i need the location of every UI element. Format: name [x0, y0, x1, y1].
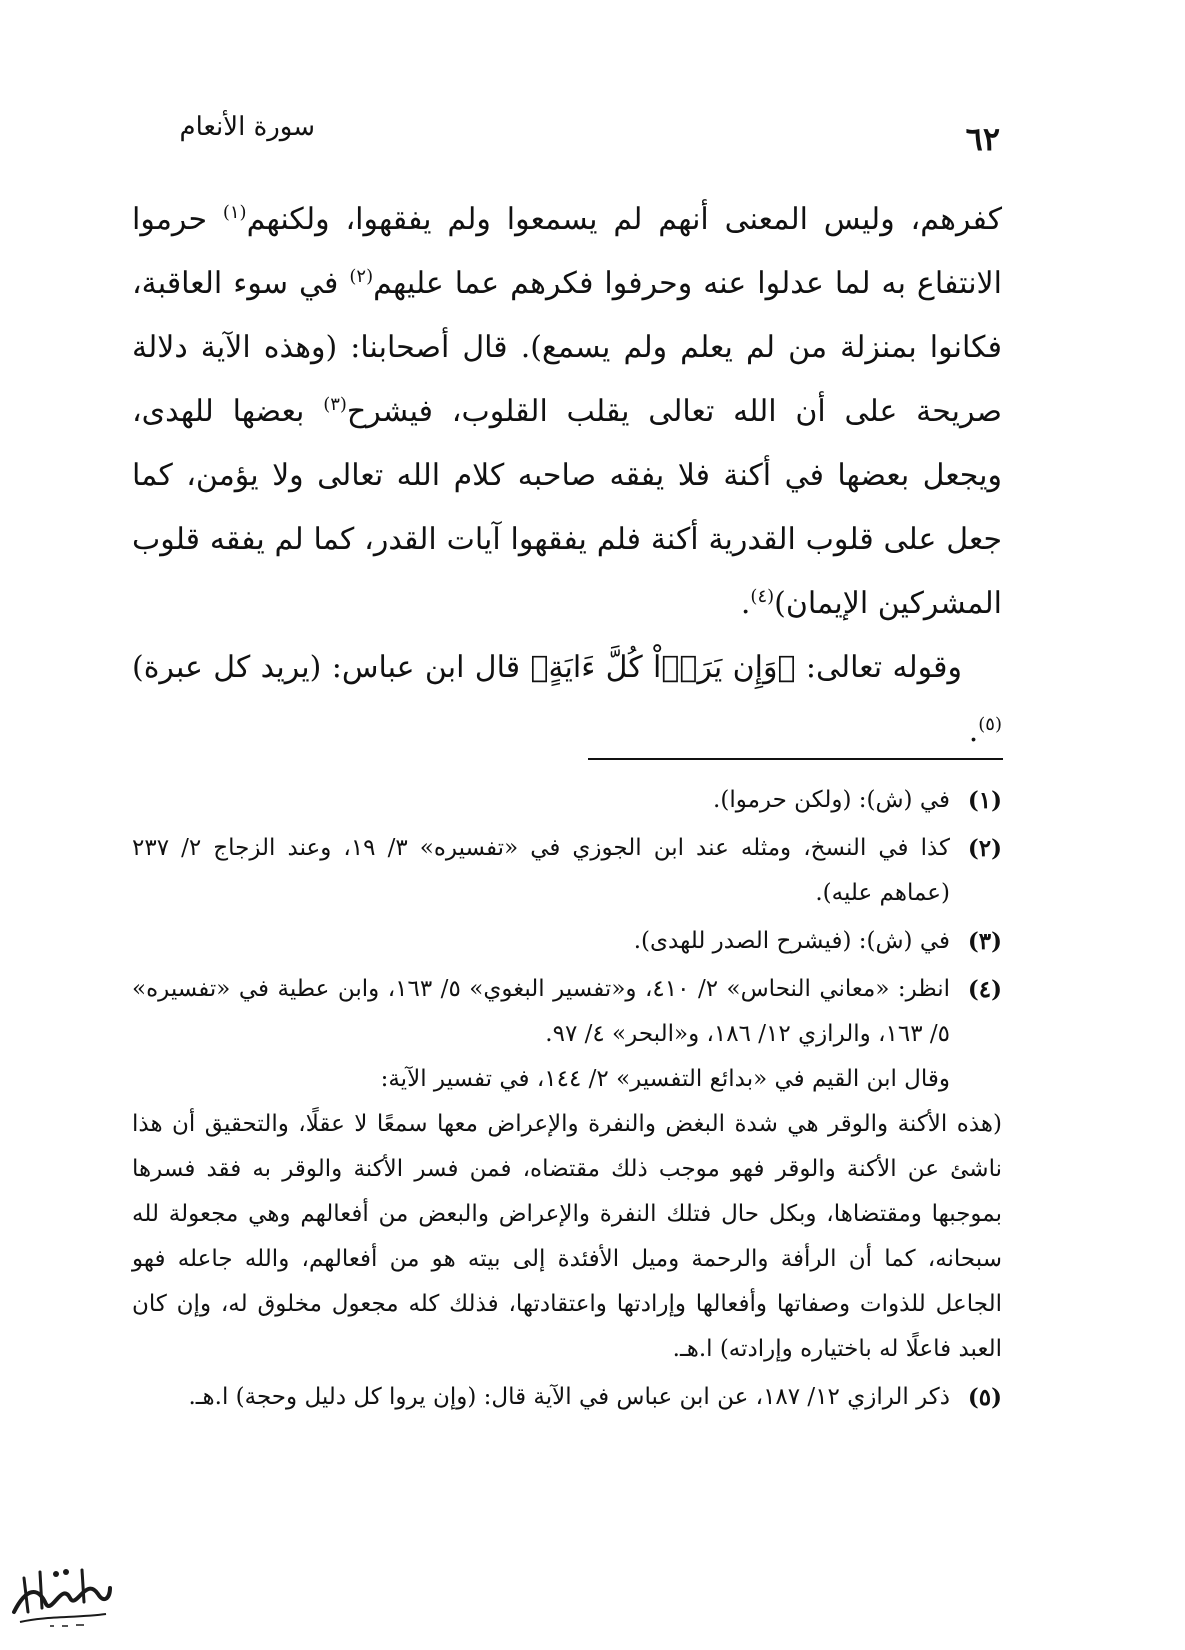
footnote-text: في (ش): (ولكن حرموا).: [713, 787, 950, 813]
footnote-quotation: (هذه الأكنة والوقر هي شدة البغض والنفرة والإعراض معها سمعًا لا عقلًا، والتحقيق أن هذا ناشئ عن الأكنة والوقر فهو موجب ذلك مقتضاه، فمن فسر الأكنة والوقر به فقد فسرها بموجبها ومقتضاها، وبكل حال فتلك النفرة والإعراض والبعض من أفعالهم وهي مجعولة لله سبحانه، كما أن الرأفة والرحمة وميل الأفئدة إلى بيته هو من أفعالهم، والله جاعله فهو الجاعل للذوات وصفاتها وأفعالها وإرادتها واعتقادتها، فذلك كله مجعول مخلوق له، وإن كان العبد فاعلًا له باختياره وإرادته) ا.هـ.: [132, 1111, 1002, 1362]
footnote-text: وقال ابن القيم في «بدائع التفسير» ٢/ ١٤٤، في تفسير الآية:: [380, 1066, 950, 1092]
paragraph-2-text-1: وقوله تعالى:: [795, 650, 963, 685]
footnote-5: [132, 1375, 1002, 1420]
calligraphy-logo-drawing: [6, 1558, 114, 1632]
paragraph-1-text-5: .: [740, 586, 751, 621]
footnote-text: في (ش): (فيشرح الصدر للهدى).: [633, 928, 950, 954]
paragraph-1-text-2: حرموا الانتفاع به لما عدلوا عنه وحرفوا فكرهم عما عليهم: [132, 202, 1002, 301]
footnote-text: كذا في النسخ، ومثله عند ابن الجوزي في «تفسيره» ٣/ ١٩، وعند الزجاج ٢/ ٢٣٧ (عماهم عليه).: [132, 835, 951, 906]
footnote-ref-1: (١): [222, 202, 247, 223]
footnotes: [132, 778, 1002, 1423]
paragraph-2-text-2: قال ابن عباس: (يريد كل عبرة): [132, 650, 531, 685]
footnote-4: [132, 967, 1002, 1372]
footnote-1: [132, 778, 1002, 823]
footnote-ref-3: (٣): [323, 394, 347, 415]
footnote-number: (٥): [967, 1384, 1002, 1411]
calligraphy-logo-icon: [6, 1558, 114, 1632]
footnote-number: (٤): [967, 976, 1002, 1003]
footnote-ref-4: (٤): [750, 586, 775, 607]
footnote-ref-5: (٥): [978, 714, 1002, 735]
footnote-number: (١): [967, 787, 1002, 814]
footnote-ref-2: (٢): [349, 266, 374, 287]
paragraph-2-text-3: .: [968, 714, 979, 749]
paragraph-2: [132, 636, 1002, 764]
paragraph-1-text-4: بعضها للهدى، ويجعل بعضها في أكنة فلا يفقه صاحبه كلام الله تعالى ولا يؤمن، كما جعل على قلوب القدرية أكنة فلم يفقهوا آيات القدر، كما لم يفقه قلوب المشركين الإيمان): [132, 394, 1002, 621]
main-text: [132, 188, 1002, 764]
paragraph-1-text-1: كفرهم، وليس المعنى أنهم لم يسمعوا ولم يفقهوا، ولكنهم: [246, 202, 1002, 237]
footnote-text: انظر: «معاني النحاس» ٢/ ٤١٠، و«تفسير البغوي» ٥/ ١٦٣، وابن عطية في «تفسيره» ٥/ ١٦٣، والرازي ١٢/ ١٨٦، و«البحر» ٤/ ٩٧.: [132, 976, 950, 1047]
paragraph-1-text-3: في سوء العاقبة، فكانوا بمنزلة من لم يعلم ولم يسمع). قال أصحابنا: (وهذه الآية دلالة صريحة على أن الله تعالى يقلب القلوب، فيشرح: [132, 266, 1002, 429]
quran-verse: ﴿وَإِن يَرَوۡاْ كُلَّ ءَايَةٍ﴾: [530, 650, 796, 685]
page-number: ٦٢: [965, 120, 1000, 158]
footnote-2: [132, 826, 1002, 916]
running-title: سورة الأنعام: [179, 112, 315, 142]
footnote-3: [132, 919, 1002, 964]
footnote-separator: [588, 758, 1003, 760]
paragraph-1: [132, 188, 1002, 636]
footnote-number: (٢): [967, 835, 1002, 862]
footnote-number: (٣): [967, 928, 1002, 955]
footnote-text: ذكر الرازي ١٢/ ١٨٧، عن ابن عباس في الآية قال: (وإن يروا كل دليل وحجة) ا.هـ.: [188, 1384, 950, 1410]
